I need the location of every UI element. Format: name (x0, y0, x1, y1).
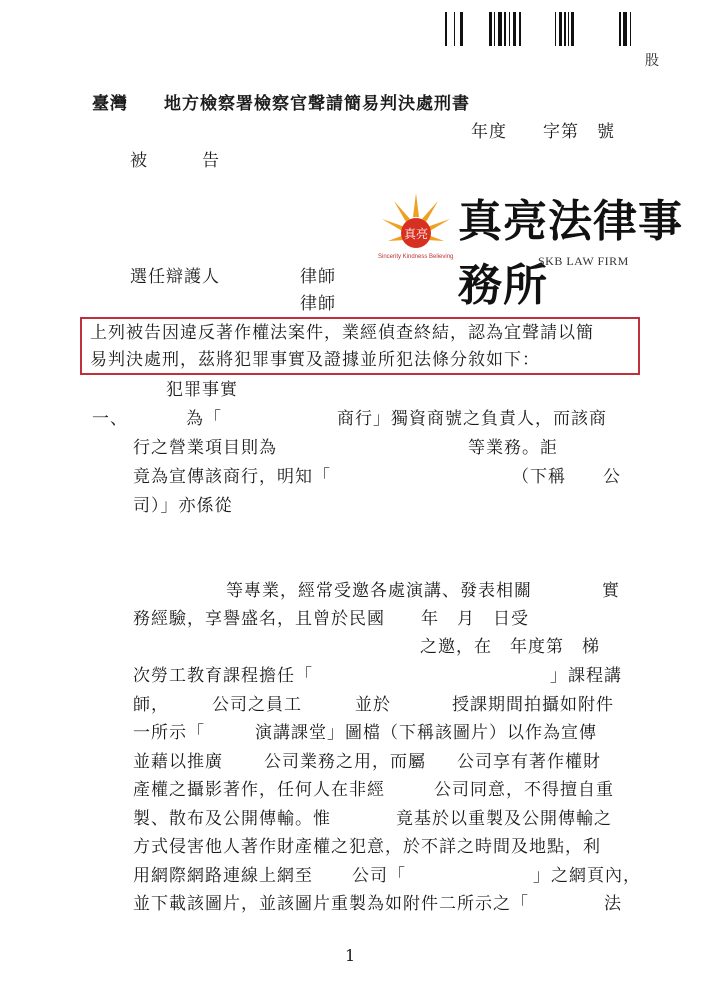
para2-l8b: 公司同意，不得擅自重 (434, 780, 614, 800)
para2-l4a: 次勞工教育課程擔任「 (133, 666, 313, 686)
para2-l6b: 演講課堂」圖檔（下稱該圖片）以作為宣傳 (255, 723, 597, 743)
para1-l3c: 公 (603, 467, 621, 487)
para2-l9a: 製、散布及公開傳輸。惟 (133, 809, 331, 829)
para2-l9b: 竟基於以重製及公開傳輸之 (396, 809, 612, 829)
para2-l7a: 並藉以推廣 (133, 752, 223, 772)
sun-logo-icon (378, 187, 454, 257)
para1-l3a: 竟為宣傳該商行，明知「 (133, 467, 331, 487)
para1-l3b: （下稱 (512, 467, 566, 487)
page-number: 1 (345, 946, 357, 965)
para2-l2: 務經驗，享譽盛名，且曾於民國 年 月 日受 (133, 609, 529, 629)
para2-l1b: 實 (602, 581, 620, 601)
lawyer-2: 律師 (300, 294, 336, 314)
para1-l1a: 為「 (186, 409, 222, 429)
section-heading: 犯罪事實 (166, 380, 238, 400)
para2-l5b: 公司之員工 (212, 695, 302, 715)
document-title: 臺灣 地方檢察署檢察官聲請簡易判決處刑書 (92, 94, 470, 114)
para2-l1a: 等專業，經常受邀各處演講、發表相關 (226, 581, 532, 601)
para1-l4: 司）」亦係從 (133, 496, 233, 516)
para2-l6a: 一所示「 (133, 723, 205, 743)
defendant-label: 被 告 (130, 151, 220, 171)
para1-l2a: 行之營業項目則為 (133, 438, 277, 458)
para2-l12a: 並下載該圖片，並該圖片重製為如附件二所示之「 (133, 894, 529, 914)
para1-number: 一、 (92, 409, 128, 429)
para2-l3a: 之邀，在 (420, 637, 492, 657)
para2-l11b: 公司「 (352, 866, 406, 886)
logo-motto: Sincerity Kindness Believing (378, 254, 454, 260)
seal-text: 真亮 (403, 227, 429, 241)
law-firm-name: 真亮法律事務所 (458, 196, 683, 311)
law-firm-english-name: SKB LAW FIRM (538, 254, 629, 268)
para2-l11c: 」之網頁內， (533, 866, 641, 886)
barcode (445, 12, 640, 46)
counsel-label: 選任辯護人 (130, 267, 220, 287)
lawyer-1: 律師 (300, 267, 336, 287)
para2-l5d: 授課期間拍攝如附件 (452, 695, 614, 715)
para2-l12b: 法 (604, 894, 622, 914)
stamp-code: 股 (645, 53, 660, 69)
para2-l3b: 年度第 梯 (510, 637, 600, 657)
intro-line-1: 上列被告因違反著作權法案件，業經偵查終結，認為宜聲請以簡 (90, 323, 594, 343)
para2-l11a: 用網際網路連線上網至 (133, 866, 313, 886)
case-reference: 年度 字第 號 (471, 122, 615, 142)
para2-l5a: 師， (133, 695, 169, 715)
intro-line-2: 易判決處刑，茲將犯罪事實及證據並所犯法條分敘如下： (90, 350, 540, 370)
para1-l1b: 商行」獨資商號之負責人，而該商 (337, 409, 607, 429)
para2-l4b: 」課程講 (550, 666, 622, 686)
para2-l7c: 公司享有著作權財 (457, 752, 601, 772)
para2-l7b: 公司業務之用，而屬 (264, 752, 426, 772)
para2-l5c: 並於 (355, 695, 391, 715)
para2-l8a: 產權之攝影著作，任何人在非經 (133, 780, 385, 800)
para2-l10: 方式侵害他人著作財產權之犯意，於不詳之時間及地點，利 (133, 837, 601, 857)
para1-l2b: 等業務。詎 (468, 438, 558, 458)
